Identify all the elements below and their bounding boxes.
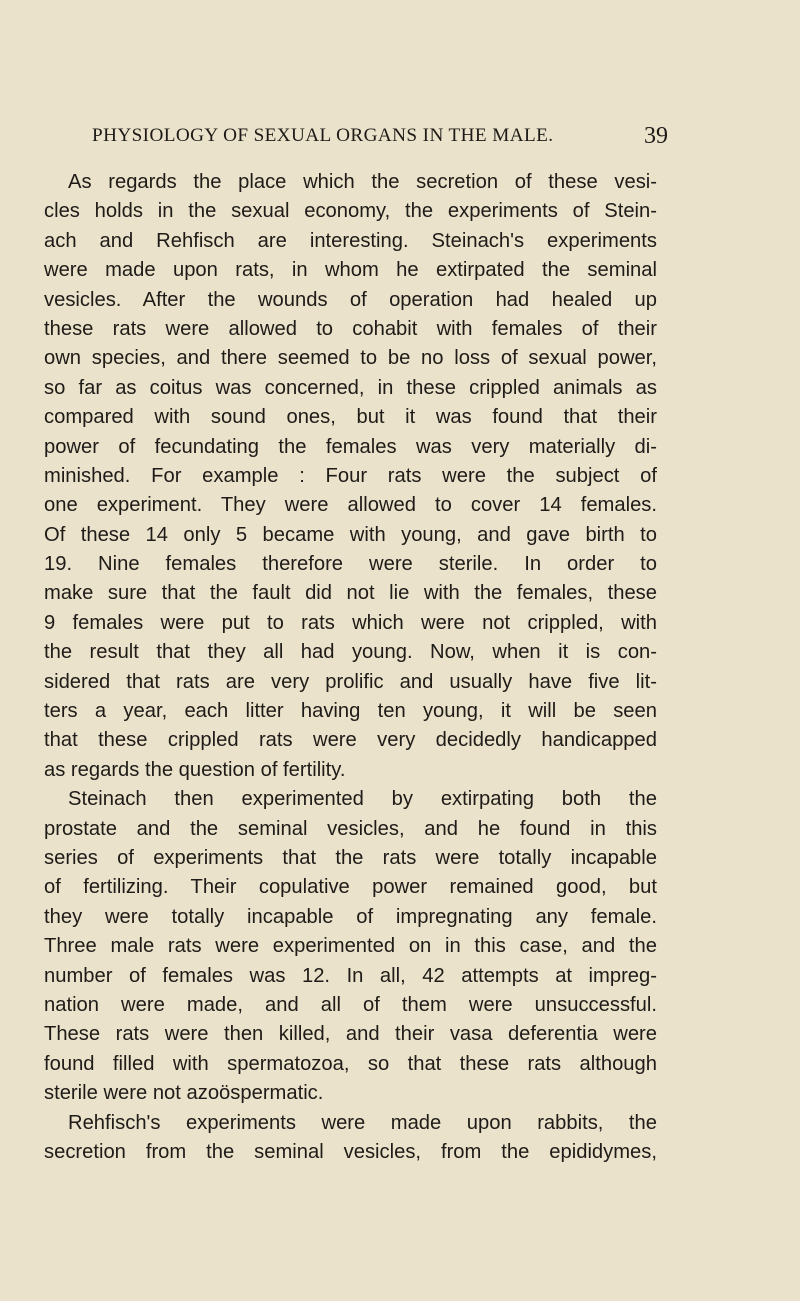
text-line: were made upon rats, in whom he extirpated the seminal	[44, 259, 657, 282]
text-line: vesicles. After the wounds of operation had healed up	[44, 288, 657, 311]
text-line: they were totally incapable of impregnating any female.	[44, 905, 657, 928]
text-line: the result that they all had young. Now, when it is con-	[44, 641, 657, 664]
text-line: found filled with spermatozoa, so that these rats although	[44, 1052, 657, 1075]
text-line: one experiment. They were allowed to cover 14 females.	[44, 494, 657, 517]
text-line: as regards the question of fertility.	[44, 758, 346, 781]
text-line: 9 females were put to rats which were not crippled, with	[44, 611, 657, 634]
running-title: PHYSIOLOGY OF SEXUAL ORGANS IN THE MALE.	[92, 125, 554, 146]
page-number: 39	[644, 123, 668, 149]
text-line: make sure that the fault did not lie with the females, these	[44, 582, 657, 605]
text-line: Rehfisch's experiments were made upon rabbits, the	[68, 1111, 657, 1134]
text-line: ters a year, each litter having ten young, it will be seen	[44, 700, 657, 723]
text-line: 19. Nine females therefore were sterile. In order to	[44, 553, 657, 576]
text-line: number of females was 12. In all, 42 attempts at impreg-	[44, 964, 657, 987]
text-line: sterile were not azoöspermatic.	[44, 1082, 324, 1105]
text-line: Three male rats were experimented on in this case, and the	[44, 935, 657, 958]
body-text	[44, 168, 657, 1167]
text-line: series of experiments that the rats were totally incapable	[44, 846, 657, 869]
text-line: of fertilizing. Their copulative power remained good, but	[44, 876, 657, 899]
text-line: Of these 14 only 5 became with young, and gave birth to	[44, 523, 657, 546]
text-line: sidered that rats are very prolific and usually have five lit-	[44, 670, 657, 693]
text-line: compared with sound ones, but it was found that their	[44, 406, 657, 429]
text-line: own species, and there seemed to be no loss of sexual power,	[44, 347, 657, 370]
text-line: cles holds in the sexual economy, the experiments of Stein-	[44, 200, 657, 223]
text-line: Steinach then experimented by extirpating both the	[68, 788, 657, 811]
text-line: secretion from the seminal vesicles, from the epididymes,	[44, 1140, 657, 1163]
text-line: that these crippled rats were very decidedly handicapped	[44, 729, 657, 752]
running-head	[92, 120, 668, 152]
text-line: As regards the place which the secretion of these vesi-	[68, 171, 657, 193]
text-line: These rats were then killed, and their vasa deferentia were	[44, 1023, 657, 1046]
text-line: ach and Rehfisch are interesting. Steinach's experiments	[44, 229, 657, 252]
text-line: so far as coitus was concerned, in these crippled animals as	[44, 376, 657, 399]
text-line: minished. For example : Four rats were the subject of	[44, 464, 657, 487]
text-line: nation were made, and all of them were unsuccessful.	[44, 993, 657, 1016]
text-line: prostate and the seminal vesicles, and he found in this	[44, 817, 657, 840]
text-line: these rats were allowed to cohabit with females of their	[44, 317, 657, 340]
text-line: power of fecundating the females was very materially di-	[44, 435, 657, 458]
